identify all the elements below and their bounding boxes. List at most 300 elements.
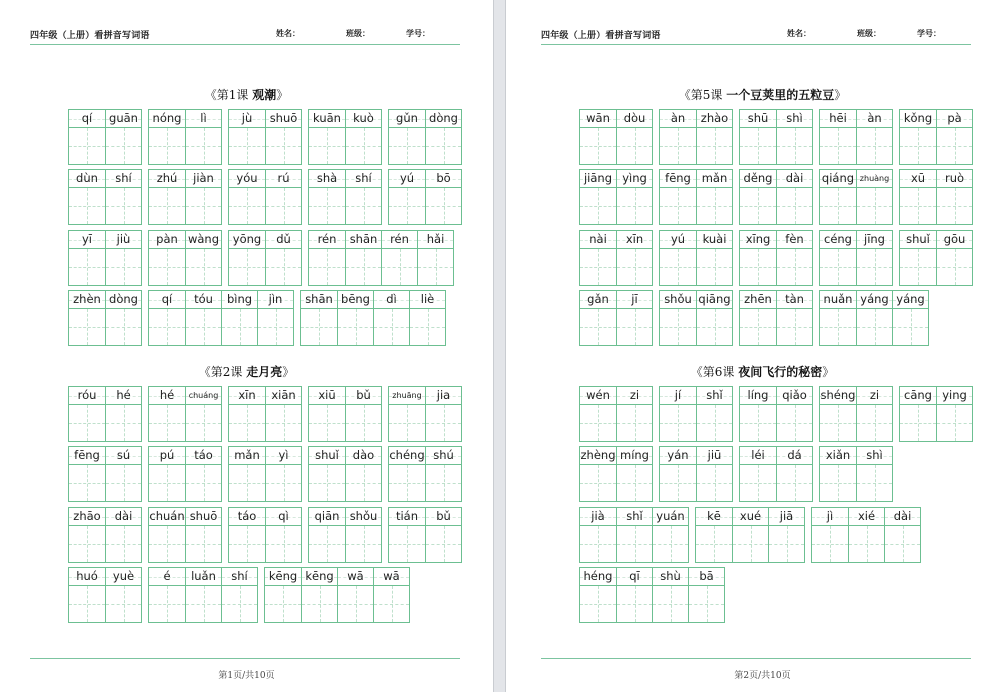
character-cell[interactable]: [389, 387, 425, 441]
writing-square[interactable]: [106, 526, 141, 562]
character-cell[interactable]: [105, 508, 141, 562]
writing-square[interactable]: [733, 526, 768, 562]
writing-square[interactable]: [309, 128, 345, 164]
character-cell[interactable]: [69, 170, 105, 224]
character-cell[interactable]: [740, 170, 776, 224]
character-cell[interactable]: [660, 291, 696, 345]
writing-square[interactable]: [660, 128, 696, 164]
writing-square[interactable]: [937, 405, 972, 441]
writing-square[interactable]: [149, 586, 185, 622]
writing-square[interactable]: [580, 526, 616, 562]
writing-square[interactable]: [266, 526, 301, 562]
writing-square[interactable]: [857, 128, 892, 164]
writing-square[interactable]: [857, 405, 892, 441]
writing-square[interactable]: [580, 405, 616, 441]
writing-square[interactable]: [653, 586, 688, 622]
character-cell[interactable]: [652, 508, 688, 562]
writing-square[interactable]: [186, 526, 221, 562]
character-cell[interactable]: [409, 291, 445, 345]
writing-square[interactable]: [777, 249, 812, 285]
character-cell[interactable]: [580, 231, 616, 285]
writing-square[interactable]: [69, 249, 105, 285]
character-cell[interactable]: [149, 291, 185, 345]
writing-square[interactable]: [820, 188, 856, 224]
writing-square[interactable]: [309, 526, 345, 562]
writing-square[interactable]: [900, 249, 936, 285]
character-cell[interactable]: [149, 508, 185, 562]
character-cell[interactable]: [696, 447, 732, 501]
character-cell[interactable]: [580, 447, 616, 501]
writing-square[interactable]: [857, 309, 892, 345]
writing-square[interactable]: [309, 465, 345, 501]
writing-square[interactable]: [309, 188, 345, 224]
writing-square[interactable]: [900, 128, 936, 164]
writing-square[interactable]: [660, 188, 696, 224]
writing-square[interactable]: [229, 526, 265, 562]
writing-square[interactable]: [389, 128, 425, 164]
writing-square[interactable]: [653, 526, 688, 562]
character-cell[interactable]: [936, 231, 972, 285]
writing-square[interactable]: [410, 309, 445, 345]
character-cell[interactable]: [936, 387, 972, 441]
character-cell[interactable]: [185, 291, 221, 345]
writing-square[interactable]: [697, 309, 732, 345]
character-cell[interactable]: [820, 170, 856, 224]
writing-square[interactable]: [426, 526, 461, 562]
character-cell[interactable]: [660, 447, 696, 501]
writing-square[interactable]: [346, 188, 381, 224]
writing-square[interactable]: [820, 405, 856, 441]
writing-square[interactable]: [186, 465, 221, 501]
writing-square[interactable]: [222, 309, 257, 345]
character-cell[interactable]: [265, 170, 301, 224]
character-cell[interactable]: [580, 170, 616, 224]
writing-square[interactable]: [812, 526, 848, 562]
writing-square[interactable]: [186, 309, 221, 345]
character-cell[interactable]: [820, 387, 856, 441]
writing-square[interactable]: [69, 465, 105, 501]
character-cell[interactable]: [776, 291, 812, 345]
character-cell[interactable]: [345, 110, 381, 164]
character-cell[interactable]: [149, 170, 185, 224]
character-cell[interactable]: [616, 568, 652, 622]
writing-square[interactable]: [857, 188, 892, 224]
character-cell[interactable]: [389, 110, 425, 164]
character-cell[interactable]: [660, 110, 696, 164]
character-cell[interactable]: [345, 508, 381, 562]
character-cell[interactable]: [936, 110, 972, 164]
character-cell[interactable]: [229, 447, 265, 501]
writing-square[interactable]: [660, 405, 696, 441]
character-cell[interactable]: [776, 447, 812, 501]
writing-square[interactable]: [740, 188, 776, 224]
writing-square[interactable]: [426, 188, 461, 224]
writing-square[interactable]: [346, 249, 381, 285]
character-cell[interactable]: [740, 447, 776, 501]
character-cell[interactable]: [740, 291, 776, 345]
character-cell[interactable]: [425, 170, 461, 224]
writing-square[interactable]: [106, 249, 141, 285]
character-cell[interactable]: [696, 387, 732, 441]
character-cell[interactable]: [149, 387, 185, 441]
character-cell[interactable]: [812, 508, 848, 562]
character-cell[interactable]: [616, 170, 652, 224]
character-cell[interactable]: [856, 110, 892, 164]
character-cell[interactable]: [425, 387, 461, 441]
character-cell[interactable]: [381, 231, 417, 285]
character-cell[interactable]: [265, 447, 301, 501]
character-cell[interactable]: [185, 568, 221, 622]
character-cell[interactable]: [265, 568, 301, 622]
character-cell[interactable]: [265, 387, 301, 441]
character-cell[interactable]: [776, 387, 812, 441]
character-cell[interactable]: [856, 231, 892, 285]
character-cell[interactable]: [105, 291, 141, 345]
character-cell[interactable]: [149, 447, 185, 501]
character-cell[interactable]: [229, 231, 265, 285]
character-cell[interactable]: [820, 231, 856, 285]
writing-square[interactable]: [820, 249, 856, 285]
character-cell[interactable]: [900, 170, 936, 224]
character-cell[interactable]: [820, 110, 856, 164]
character-cell[interactable]: [820, 291, 856, 345]
character-cell[interactable]: [185, 110, 221, 164]
writing-square[interactable]: [857, 465, 892, 501]
writing-square[interactable]: [149, 309, 185, 345]
character-cell[interactable]: [425, 110, 461, 164]
character-cell[interactable]: [229, 508, 265, 562]
character-cell[interactable]: [221, 291, 257, 345]
writing-square[interactable]: [580, 586, 616, 622]
writing-square[interactable]: [266, 128, 301, 164]
character-cell[interactable]: [696, 508, 732, 562]
writing-square[interactable]: [777, 128, 812, 164]
character-cell[interactable]: [580, 110, 616, 164]
writing-square[interactable]: [617, 405, 652, 441]
writing-square[interactable]: [229, 405, 265, 441]
character-cell[interactable]: [820, 447, 856, 501]
character-cell[interactable]: [856, 447, 892, 501]
writing-square[interactable]: [346, 526, 381, 562]
writing-square[interactable]: [820, 465, 856, 501]
character-cell[interactable]: [740, 231, 776, 285]
writing-square[interactable]: [389, 405, 425, 441]
character-cell[interactable]: [229, 110, 265, 164]
word-box: [148, 169, 222, 225]
writing-square[interactable]: [149, 526, 185, 562]
writing-square[interactable]: [69, 405, 105, 441]
character-cell[interactable]: [229, 170, 265, 224]
character-cell[interactable]: [309, 110, 345, 164]
writing-square[interactable]: [229, 249, 265, 285]
writing-square[interactable]: [617, 309, 652, 345]
writing-square[interactable]: [900, 188, 936, 224]
writing-square[interactable]: [69, 526, 105, 562]
writing-square[interactable]: [617, 526, 652, 562]
character-cell[interactable]: [616, 110, 652, 164]
writing-square[interactable]: [697, 249, 732, 285]
character-cell[interactable]: [580, 291, 616, 345]
character-cell[interactable]: [149, 231, 185, 285]
writing-square[interactable]: [302, 586, 337, 622]
character-cell[interactable]: [309, 447, 345, 501]
writing-square[interactable]: [580, 249, 616, 285]
writing-square[interactable]: [346, 405, 381, 441]
writing-square[interactable]: [229, 465, 265, 501]
writing-square[interactable]: [660, 249, 696, 285]
character-cell[interactable]: [265, 110, 301, 164]
writing-square[interactable]: [740, 309, 776, 345]
character-cell[interactable]: [425, 508, 461, 562]
character-cell[interactable]: [856, 387, 892, 441]
character-cell[interactable]: [688, 568, 724, 622]
character-cell[interactable]: [309, 387, 345, 441]
character-cell[interactable]: [900, 110, 936, 164]
character-cell[interactable]: [696, 231, 732, 285]
character-cell[interactable]: [69, 387, 105, 441]
character-cell[interactable]: [185, 508, 221, 562]
writing-square[interactable]: [69, 128, 105, 164]
writing-square[interactable]: [374, 309, 409, 345]
writing-square[interactable]: [186, 249, 221, 285]
writing-square[interactable]: [857, 249, 892, 285]
writing-square[interactable]: [338, 586, 373, 622]
character-cell[interactable]: [345, 231, 381, 285]
character-cell[interactable]: [265, 508, 301, 562]
character-cell[interactable]: [185, 170, 221, 224]
writing-square[interactable]: [382, 249, 417, 285]
character-cell[interactable]: [696, 170, 732, 224]
character-cell[interactable]: [616, 387, 652, 441]
character-cell[interactable]: [776, 170, 812, 224]
writing-square[interactable]: [937, 249, 972, 285]
character-cell[interactable]: [740, 110, 776, 164]
writing-square[interactable]: [186, 586, 221, 622]
character-cell[interactable]: [309, 170, 345, 224]
writing-square[interactable]: [346, 128, 381, 164]
character-cell[interactable]: [580, 568, 616, 622]
character-cell[interactable]: [69, 291, 105, 345]
character-cell[interactable]: [856, 170, 892, 224]
character-cell[interactable]: [105, 231, 141, 285]
writing-square[interactable]: [689, 586, 724, 622]
writing-square[interactable]: [229, 128, 265, 164]
character-cell[interactable]: [229, 387, 265, 441]
character-cell[interactable]: [345, 447, 381, 501]
character-cell[interactable]: [660, 231, 696, 285]
character-cell[interactable]: [389, 508, 425, 562]
character-cell[interactable]: [660, 387, 696, 441]
character-cell[interactable]: [616, 447, 652, 501]
writing-square[interactable]: [580, 309, 616, 345]
writing-square[interactable]: [149, 465, 185, 501]
writing-square[interactable]: [106, 188, 141, 224]
character-cell[interactable]: [892, 291, 928, 345]
writing-square[interactable]: [418, 249, 453, 285]
writing-square[interactable]: [106, 586, 141, 622]
character-cell[interactable]: [776, 231, 812, 285]
word-box: [659, 109, 733, 165]
character-cell[interactable]: [69, 110, 105, 164]
character-cell[interactable]: [740, 387, 776, 441]
character-cell[interactable]: [417, 231, 453, 285]
writing-square[interactable]: [301, 309, 337, 345]
writing-square[interactable]: [697, 188, 732, 224]
character-cell[interactable]: [309, 508, 345, 562]
character-cell[interactable]: [69, 508, 105, 562]
writing-square[interactable]: [149, 405, 185, 441]
writing-square[interactable]: [374, 586, 409, 622]
writing-square[interactable]: [777, 405, 812, 441]
writing-square[interactable]: [777, 465, 812, 501]
character-cell[interactable]: [301, 568, 337, 622]
character-cell[interactable]: [425, 447, 461, 501]
writing-square[interactable]: [69, 188, 105, 224]
writing-square[interactable]: [617, 188, 652, 224]
character-cell[interactable]: [616, 291, 652, 345]
character-cell[interactable]: [616, 231, 652, 285]
writing-square[interactable]: [580, 128, 616, 164]
character-cell[interactable]: [265, 231, 301, 285]
character-cell[interactable]: [389, 447, 425, 501]
writing-square[interactable]: [740, 128, 776, 164]
writing-square[interactable]: [186, 405, 221, 441]
character-cell[interactable]: [732, 508, 768, 562]
character-cell[interactable]: [616, 508, 652, 562]
writing-square[interactable]: [660, 309, 696, 345]
writing-square[interactable]: [69, 586, 105, 622]
writing-square[interactable]: [389, 188, 425, 224]
character-cell[interactable]: [345, 170, 381, 224]
character-cell[interactable]: [185, 231, 221, 285]
writing-square[interactable]: [229, 188, 265, 224]
writing-square[interactable]: [149, 249, 185, 285]
writing-square[interactable]: [885, 526, 920, 562]
character-cell[interactable]: [884, 508, 920, 562]
writing-square[interactable]: [266, 465, 301, 501]
writing-square[interactable]: [106, 405, 141, 441]
character-cell[interactable]: [768, 508, 804, 562]
character-cell[interactable]: [900, 231, 936, 285]
writing-square[interactable]: [617, 465, 652, 501]
writing-square[interactable]: [937, 188, 972, 224]
writing-square[interactable]: [389, 526, 425, 562]
character-cell[interactable]: [337, 291, 373, 345]
character-cell[interactable]: [580, 508, 616, 562]
writing-square[interactable]: [426, 465, 461, 501]
writing-square[interactable]: [900, 405, 936, 441]
character-cell[interactable]: [105, 447, 141, 501]
writing-square[interactable]: [346, 465, 381, 501]
writing-square[interactable]: [820, 128, 856, 164]
writing-square[interactable]: [617, 586, 652, 622]
writing-square[interactable]: [222, 586, 257, 622]
writing-square[interactable]: [697, 405, 732, 441]
writing-square[interactable]: [660, 465, 696, 501]
character-cell[interactable]: [373, 291, 409, 345]
writing-square[interactable]: [849, 526, 884, 562]
writing-square[interactable]: [777, 309, 812, 345]
writing-square[interactable]: [186, 128, 221, 164]
writing-square[interactable]: [266, 405, 301, 441]
writing-square[interactable]: [106, 465, 141, 501]
writing-square[interactable]: [186, 188, 221, 224]
writing-square[interactable]: [106, 309, 141, 345]
character-cell[interactable]: [848, 508, 884, 562]
writing-square[interactable]: [769, 526, 804, 562]
writing-square[interactable]: [696, 526, 732, 562]
character-cell[interactable]: [185, 447, 221, 501]
writing-square[interactable]: [69, 309, 105, 345]
character-cell[interactable]: [696, 291, 732, 345]
writing-square[interactable]: [149, 188, 185, 224]
writing-square[interactable]: [740, 249, 776, 285]
writing-square[interactable]: [266, 188, 301, 224]
character-cell[interactable]: [257, 291, 293, 345]
character-cell[interactable]: [105, 568, 141, 622]
writing-square[interactable]: [697, 465, 732, 501]
writing-square[interactable]: [740, 465, 776, 501]
character-cell[interactable]: [652, 568, 688, 622]
character-cell[interactable]: [221, 568, 257, 622]
character-cell[interactable]: [301, 291, 337, 345]
writing-square[interactable]: [309, 249, 345, 285]
writing-square[interactable]: [309, 405, 345, 441]
writing-square[interactable]: [697, 128, 732, 164]
writing-square[interactable]: [580, 465, 616, 501]
character-cell[interactable]: [309, 231, 345, 285]
writing-square[interactable]: [777, 188, 812, 224]
writing-square[interactable]: [106, 128, 141, 164]
character-cell[interactable]: [337, 568, 373, 622]
character-cell[interactable]: [149, 110, 185, 164]
character-cell[interactable]: [105, 110, 141, 164]
character-cell[interactable]: [936, 170, 972, 224]
writing-square[interactable]: [580, 188, 616, 224]
writing-square[interactable]: [820, 309, 856, 345]
character-cell[interactable]: [776, 110, 812, 164]
writing-square[interactable]: [740, 405, 776, 441]
character-cell[interactable]: [696, 110, 732, 164]
writing-square[interactable]: [426, 405, 461, 441]
character-cell[interactable]: [149, 568, 185, 622]
character-cell[interactable]: [69, 447, 105, 501]
writing-square[interactable]: [426, 128, 461, 164]
character-cell[interactable]: [185, 387, 221, 441]
writing-square[interactable]: [389, 465, 425, 501]
writing-square[interactable]: [893, 309, 928, 345]
character-cell[interactable]: [580, 387, 616, 441]
character-cell[interactable]: [105, 170, 141, 224]
character-cell[interactable]: [345, 387, 381, 441]
writing-square[interactable]: [617, 249, 652, 285]
writing-square[interactable]: [265, 586, 301, 622]
character-cell[interactable]: [900, 387, 936, 441]
writing-square[interactable]: [149, 128, 185, 164]
character-cell[interactable]: [373, 568, 409, 622]
character-cell[interactable]: [69, 568, 105, 622]
character-cell[interactable]: [69, 231, 105, 285]
character-cell[interactable]: [856, 291, 892, 345]
character-cell[interactable]: [389, 170, 425, 224]
character-cell[interactable]: [105, 387, 141, 441]
writing-square[interactable]: [266, 249, 301, 285]
character-cell[interactable]: [660, 170, 696, 224]
writing-square[interactable]: [258, 309, 293, 345]
writing-square[interactable]: [937, 128, 972, 164]
writing-square[interactable]: [617, 128, 652, 164]
writing-square[interactable]: [338, 309, 373, 345]
